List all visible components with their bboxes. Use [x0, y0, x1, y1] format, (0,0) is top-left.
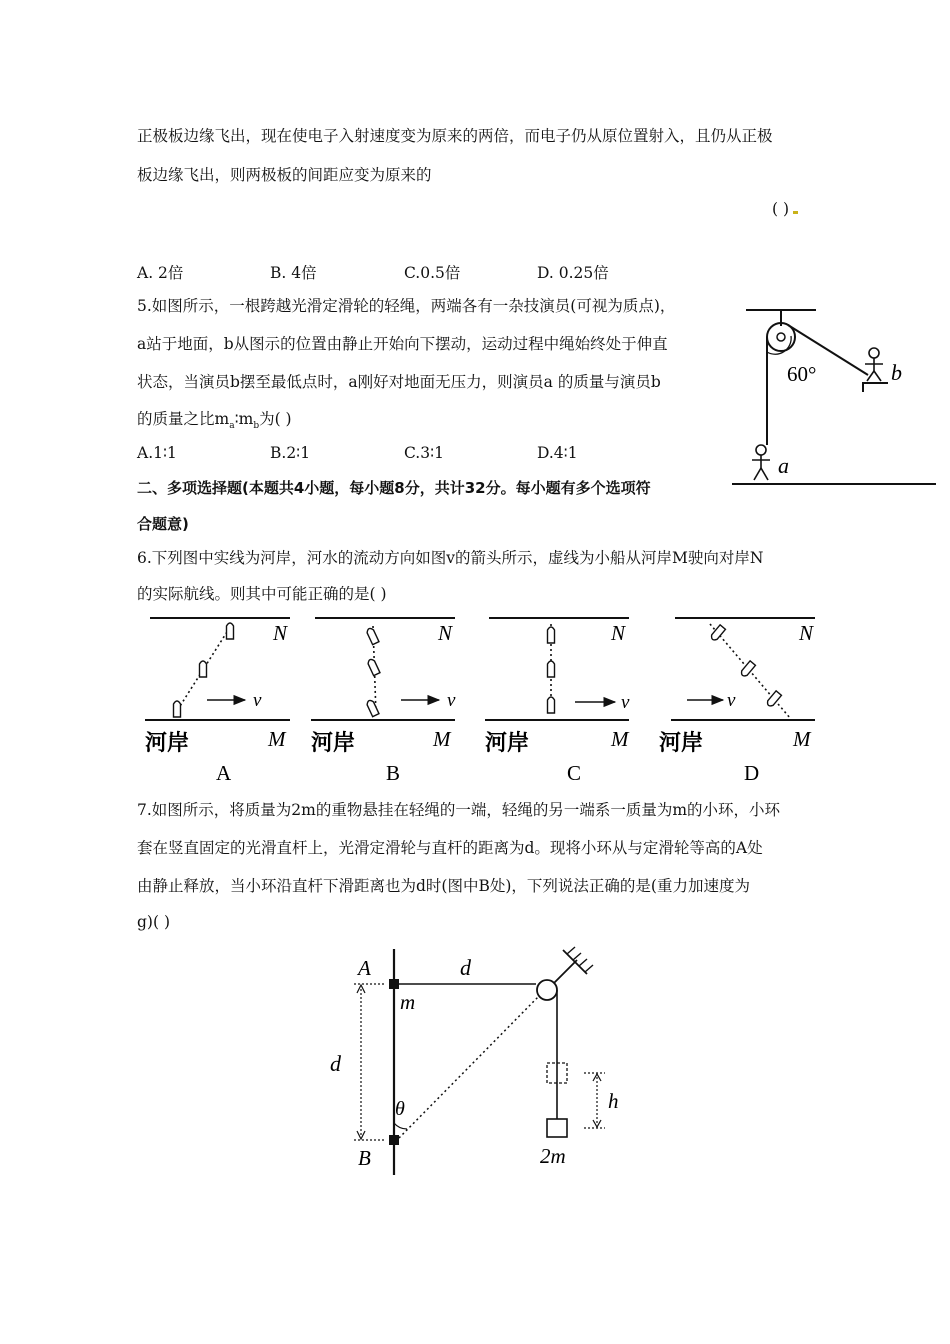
label-B: B [358, 1146, 371, 1170]
bank-label: 河岸 [311, 731, 356, 756]
near-label: M [433, 727, 451, 751]
v-label: v [621, 692, 630, 713]
boat-icon [200, 661, 207, 677]
q5-option-c: C.3∶1 [404, 444, 444, 462]
performer-a-icon [752, 445, 770, 480]
far-label: N [438, 621, 453, 645]
section2-heading-line2: 合题意) [137, 515, 189, 533]
near-label: M [611, 727, 629, 751]
q5-line1: 5.如图所示，一根跨越光滑定滑轮的轻绳，两端各有一杂技演员(可视为质点)， [137, 297, 676, 315]
q5-ratio-sep: ∶m [234, 410, 254, 428]
boat-icon [227, 623, 234, 639]
panel-c [485, 618, 630, 785]
pulley-support [554, 960, 577, 983]
rope-diagonal [399, 995, 540, 1138]
caption: A [216, 761, 232, 785]
q4-option-b: B. 4倍 [270, 264, 317, 282]
boat-icon [366, 699, 379, 716]
far-label: N [799, 621, 814, 645]
near-label: M [268, 727, 286, 751]
q5-line3: 状态，当演员b摆至最低点时，a刚好对地面无压力，则演员a 的质量与演员b [137, 373, 661, 391]
performer-b-icon [865, 348, 883, 381]
q4-line2: 板边缘飞出，则两极板的间距应变为原来的 [137, 166, 432, 184]
angle-label: 60° [787, 362, 817, 386]
panel-b [311, 618, 456, 785]
section2-heading-line1: 二、多项选择题(本题共4小题，每小题8分，共计32分。每小题有多个选项符 [137, 479, 651, 497]
bank-label: 河岸 [659, 731, 704, 756]
q7-line3: 由静止释放，当小环沿直杆下滑距离也为d时(图中B处)，下列说法正确的是(重力加速度为 [137, 877, 750, 895]
q5-line4 [137, 409, 292, 436]
q4-option-d: D. 0.25倍 [537, 264, 609, 282]
panel-a [145, 618, 290, 785]
label-a: a [778, 453, 789, 478]
v-label: v [727, 690, 736, 711]
weight-block [547, 1119, 567, 1137]
q7-ring-pulley-figure [325, 945, 625, 1180]
q5-line4-end: 为( ) [259, 410, 292, 428]
label-A: A [358, 956, 371, 980]
boat-icon [366, 627, 379, 644]
q5-pulley-figure [728, 300, 938, 495]
v-label: v [447, 690, 456, 711]
caption: C [567, 761, 582, 785]
q5-sub-b: b [253, 421, 260, 432]
q4-option-c: C.0.5倍 [404, 264, 461, 282]
pulley-axle [777, 333, 785, 341]
q6-line2: 的实际航线。则其中可能正确的是( ) [137, 585, 387, 603]
boat-icon [174, 701, 181, 717]
q7-line2: 套在竖直固定的光滑直杆上，光滑定滑轮与直杆的距离为d。现将小环从与定滑轮等高的A处 [137, 839, 763, 857]
v-label: v [253, 690, 262, 711]
q5-sub-a: a [229, 421, 235, 432]
bank-label: 河岸 [485, 731, 530, 756]
boat-icon [548, 627, 555, 643]
boat-icon [548, 697, 555, 713]
label-m: m [400, 990, 416, 1014]
q6-line1: 6.下列图中实线为河岸，河水的流动方向如图v的箭头所示，虚线为小船从河岸M驶向对岸N [137, 549, 764, 567]
q5-option-d: D.4∶1 [537, 444, 578, 462]
q5-line4-start: 的质量之比m [137, 410, 230, 428]
boat-icon [367, 658, 380, 675]
bank-label: 河岸 [145, 731, 190, 756]
near-label: M [793, 727, 811, 751]
theta-arc [394, 1123, 407, 1129]
q5-line2: a站于地面，b从图示的位置由静止开始向下摆动，运动过程中绳始终处于伸直 [137, 335, 668, 353]
label-d-top: d [460, 955, 471, 980]
caption: D [744, 761, 760, 785]
label-h: h [608, 1089, 619, 1113]
q6-river-figures [135, 608, 835, 790]
q4-option-a: A. 2倍 [137, 264, 184, 282]
far-label: N [273, 621, 288, 645]
boat-icon [548, 661, 555, 677]
q4-answer-blank: ( ) [772, 200, 790, 218]
panel-d [659, 618, 815, 785]
label-theta: θ [395, 1098, 405, 1120]
q4-line1: 正极板边缘飞出，现在使电子入射速度变为原来的两倍，而电子仍从原位置射入，且仍从正极 [137, 127, 773, 145]
q4-answer-mark [793, 211, 798, 214]
q7-line1: 7.如图所示，将质量为2m的重物悬挂在轻绳的一端，轻绳的另一端系一质量为m的小环，小环 [137, 801, 781, 819]
ring-at-b [389, 1135, 399, 1145]
q5-option-b: B.2∶1 [270, 444, 311, 462]
far-label: N [611, 621, 626, 645]
label-2m: 2m [540, 1144, 566, 1168]
label-b: b [891, 360, 902, 385]
q7-line4: g)( ) [137, 913, 170, 931]
ring-at-a [389, 979, 399, 989]
q5-option-a: A.1∶1 [137, 444, 177, 462]
label-d-left: d [330, 1051, 341, 1076]
caption: B [386, 761, 401, 785]
